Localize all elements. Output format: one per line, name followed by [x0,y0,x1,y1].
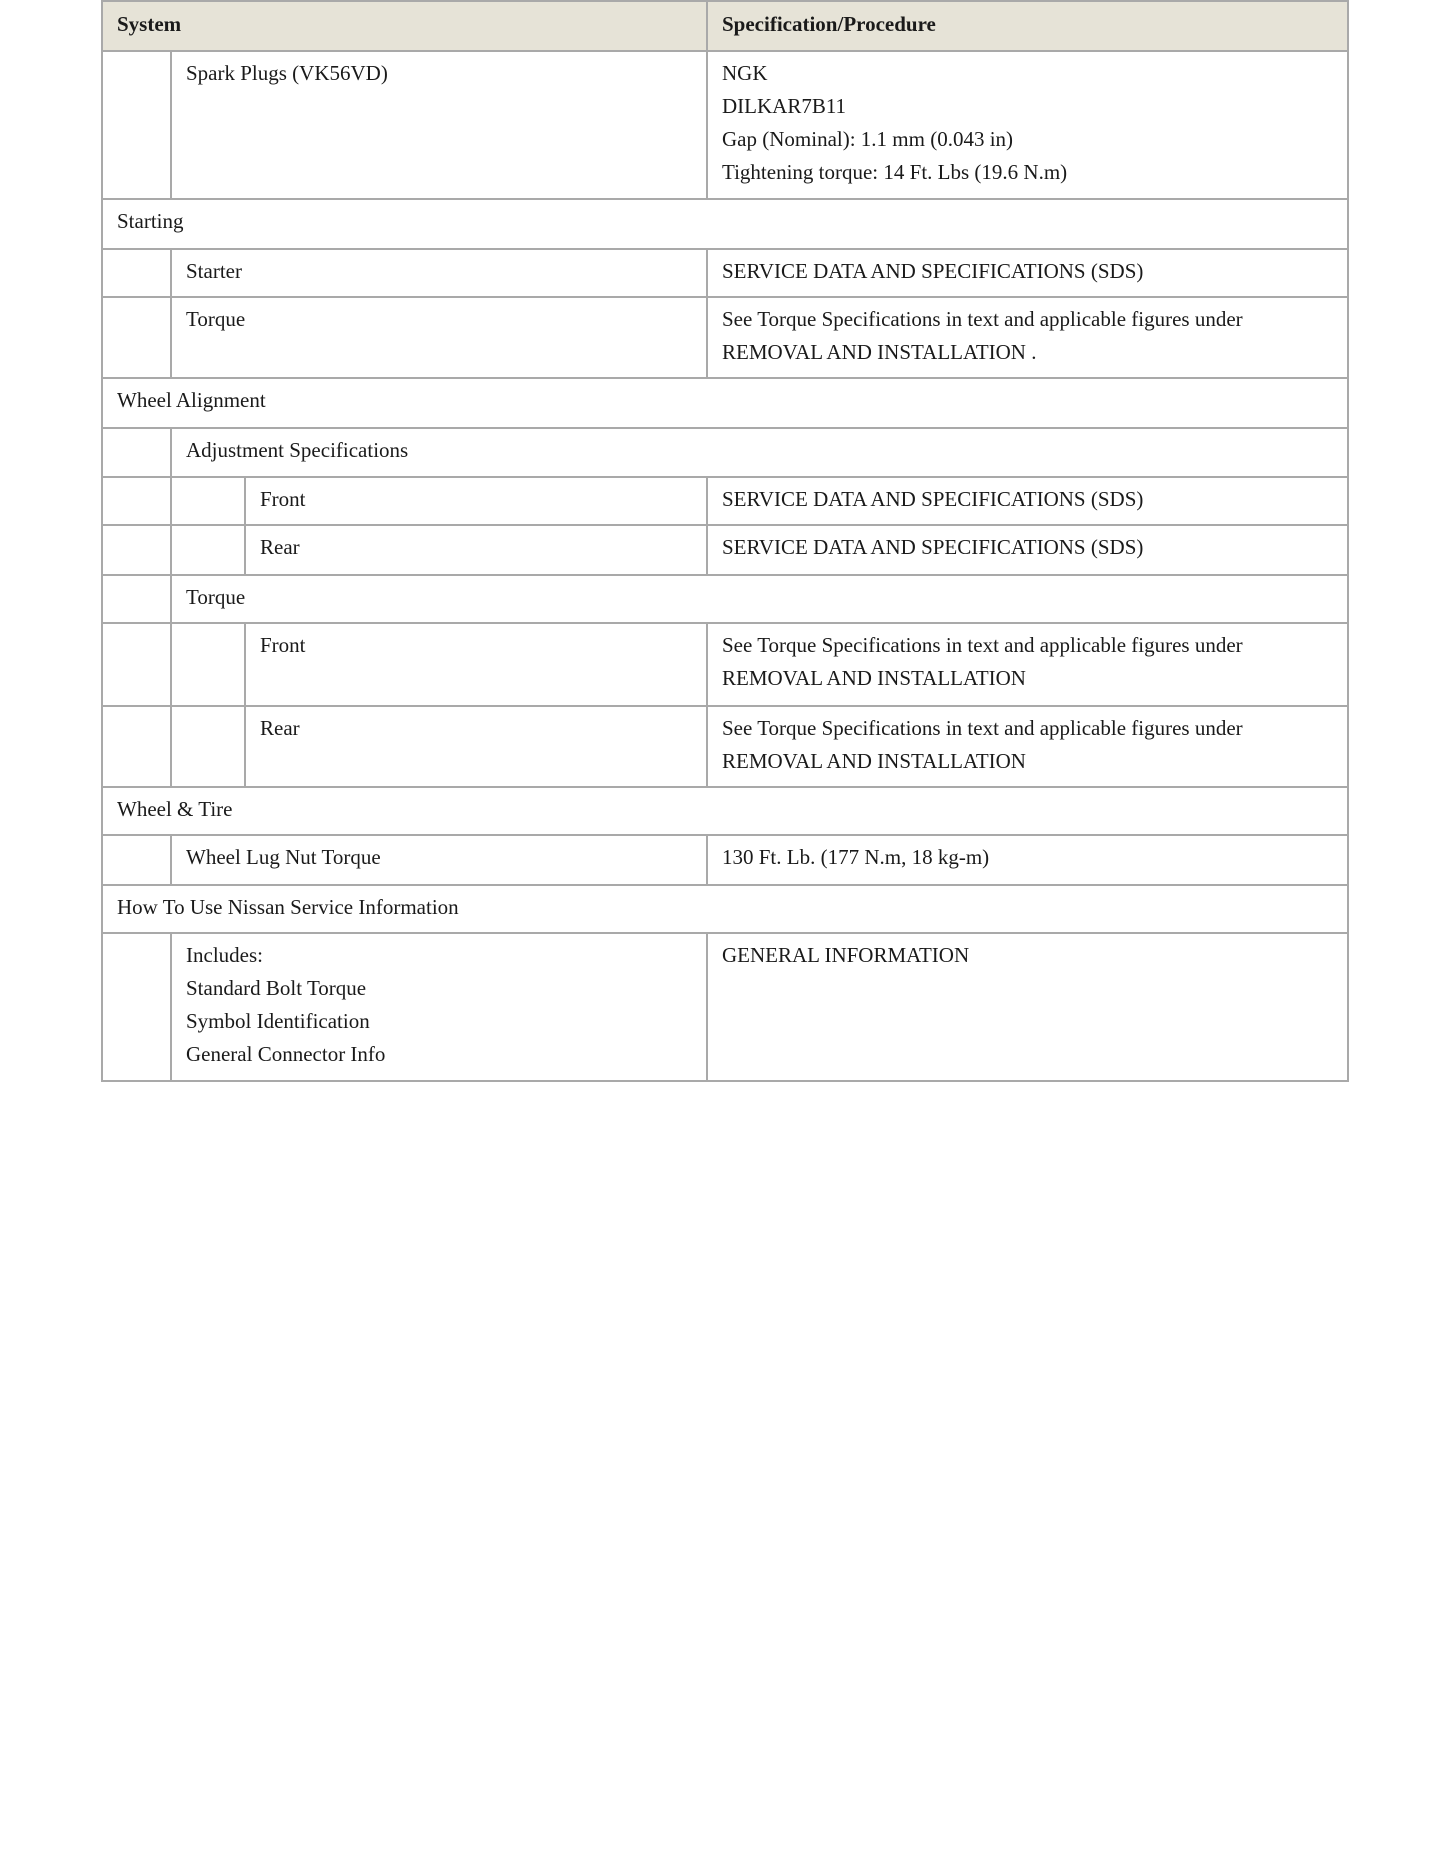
row-spec [707,623,1348,706]
spec-line: NGK [722,61,768,85]
row-label [171,933,707,1081]
section-row [102,885,1348,933]
indent-cell [171,623,245,706]
subsection-title: Torque [171,575,1348,623]
row-spec [707,297,1348,378]
indent-cell [102,297,171,378]
indent-cell [171,477,245,525]
spec-line: Gap (Nominal): 1.1 mm (0.043 in) [722,127,1014,151]
section-title: Starting [102,199,1348,249]
label-line: Includes: [186,943,263,967]
row-label: Front [245,623,707,706]
indent-cell [102,623,171,706]
table-header-row [102,1,1348,51]
subsection-row [102,428,1348,477]
section-row [102,378,1348,428]
section-row [102,199,1348,249]
indent-cell [102,933,171,1081]
row-spec [707,706,1348,787]
indent-cell [102,477,171,525]
subsection-row [102,575,1348,623]
section-title: Wheel Alignment [102,378,1348,428]
indent-cell [171,525,245,575]
row-spec [707,51,1348,199]
indent-cell [102,428,171,477]
row-spec: SERVICE DATA AND SPECIFICATIONS (SDS) [707,249,1348,297]
indent-cell [102,249,171,297]
spec-line: Tightening torque: 14 Ft. Lbs (19.6 N.m) [722,160,1068,184]
row-label: Starter [171,249,707,297]
row-spec: SERVICE DATA AND SPECIFICATIONS (SDS) [707,525,1348,575]
table-row [102,477,1348,525]
spec-line: See Torque Specifications in text and applicable figures under [722,716,1243,740]
table-row [102,835,1348,885]
table-row [102,249,1348,297]
spec-line: See Torque Specifications in text and applicable figures under [722,307,1243,331]
row-spec: GENERAL INFORMATION [707,933,1348,1081]
row-spec: SERVICE DATA AND SPECIFICATIONS (SDS) [707,477,1348,525]
spec-line: See Torque Specifications in text and applicable figures under [722,633,1243,657]
section-row [102,787,1348,835]
subsection-title: Adjustment Specifications [171,428,1348,477]
row-label: Front [245,477,707,525]
row-label: Rear [245,525,707,575]
section-title: Wheel & Tire [102,787,1348,835]
table-row [102,706,1348,787]
spec-line: REMOVAL AND INSTALLATION [722,666,1026,690]
table-row [102,525,1348,575]
label-line: General Connector Info [186,1042,386,1066]
section-title: How To Use Nissan Service Information [102,885,1348,933]
spec-line: REMOVAL AND INSTALLATION [722,749,1026,773]
row-label: Torque [171,297,707,378]
header-system: System [102,1,707,51]
row-label: Rear [245,706,707,787]
table-row [102,51,1348,199]
row-label: Wheel Lug Nut Torque [171,835,707,885]
header-specification: Specification/Procedure [707,1,1348,51]
table-row [102,297,1348,378]
specification-table [101,0,1349,1082]
indent-cell [171,706,245,787]
spec-line: DILKAR7B11 [722,94,847,118]
indent-cell [102,525,171,575]
row-spec: 130 Ft. Lb. (177 N.m, 18 kg-m) [707,835,1348,885]
indent-cell [102,575,171,623]
indent-cell [102,835,171,885]
spec-line: REMOVAL AND INSTALLATION . [722,340,1037,364]
label-line: Symbol Identification [186,1009,370,1033]
table-row [102,933,1348,1081]
row-label: Spark Plugs (VK56VD) [171,51,707,199]
indent-cell [102,706,171,787]
indent-cell [102,51,171,199]
table-row [102,623,1348,706]
label-line: Standard Bolt Torque [186,976,367,1000]
